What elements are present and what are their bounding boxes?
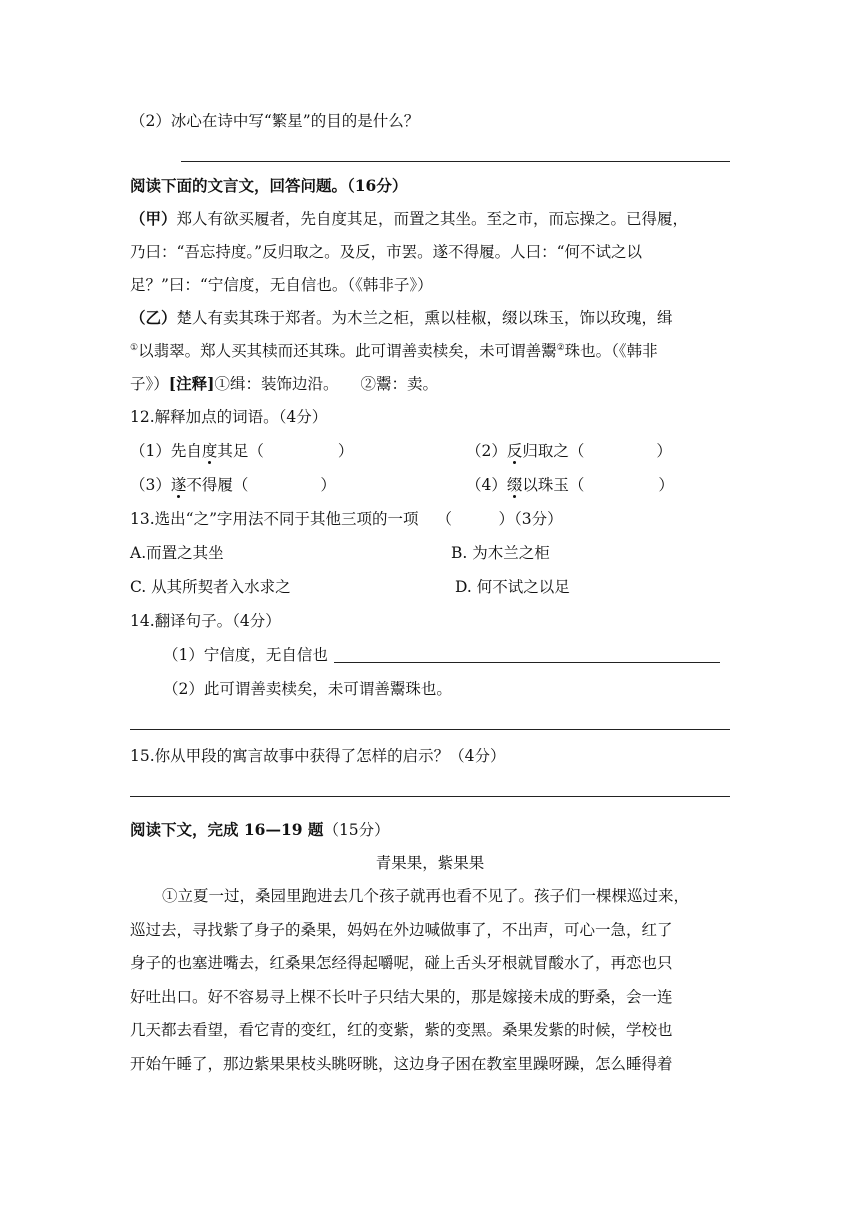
q14-sentence-1-text: （1）宁信度，无自信也 <box>163 646 328 664</box>
passage-yi-text-1: 楚人有卖其珠于郑者。为木兰之柜，熏以桂椒，缀以珠玉，饰以玫瑰，缉 <box>176 309 673 327</box>
passage-yi-line-2 <box>130 341 658 361</box>
section-heading-modern-main: 阅读下文，完成 16—19 题 <box>130 820 324 839</box>
answer-line-q2 <box>181 161 730 162</box>
q12-item-2-pre: （2） <box>466 442 507 460</box>
q12-item-4-post: 以珠玉（ <box>522 476 585 494</box>
article-paragraph-1-line-3: 身子的也塞进嘴去，红桑果怎经得起嚼呢，碰上舌头牙根就冒酸水了，再恋也只 <box>130 954 673 972</box>
question-13-title <box>130 509 563 529</box>
answer-line-q14-1[interactable] <box>334 662 720 663</box>
q12-item-1-close: ） <box>337 442 354 460</box>
q12-item-2 <box>466 441 672 461</box>
q12-item-3-pre: （3） <box>130 476 171 494</box>
question-14-title: 14.翻译句子。（4分） <box>130 612 281 630</box>
question-12-title: 12.解释加点的词语。（4分） <box>130 408 328 426</box>
passage-yi-text-3: 子》） <box>130 375 169 393</box>
section-heading-modern <box>130 820 390 840</box>
passage-yi-text-2b: 珠也。（《韩非 <box>564 342 658 360</box>
article-paragraph-1-line-2: 巡过去，寻找紫了身子的桑果，妈妈在外边喊做事了，不出声，可心一急，红了 <box>130 921 673 939</box>
q12-item-4-close: ） <box>658 476 674 494</box>
q12-item-1-pre: （1）先自 <box>130 442 202 460</box>
q13-option-b[interactable]: B. 为木兰之柜 <box>451 544 550 562</box>
answer-line-q15[interactable] <box>130 796 730 797</box>
footnote-marker-2: ② <box>556 342 565 353</box>
article-title: 青果果，紫果果 <box>375 854 485 872</box>
note-2: ②鬻：卖。 <box>360 375 438 393</box>
passage-jia-text-1: 郑人有欲买履者，先自度其足，而置之其坐。至之市，而忘操之。已得履， <box>176 210 689 228</box>
q12-item-3-close: ） <box>320 476 336 494</box>
q14-sentence-2: （2）此可谓善卖椟矣，未可谓善鬻珠也。 <box>163 680 452 698</box>
q13-title-text: 13.选出“之”字用法不同于其他三项的一项 <box>130 510 419 528</box>
section-heading-modern-score: （15分） <box>323 821 390 839</box>
question-2-prompt: （2）冰心在诗中写“繁星”的目的是什么？ <box>130 112 420 130</box>
passage-jia-line-3: 足？”曰：“宁信度，无自信也。（《韩非子》） <box>130 276 433 294</box>
footnote-marker-1: ① <box>130 342 139 353</box>
q13-option-d[interactable]: D. 何不试之以足 <box>455 578 570 596</box>
question-15-title: 15.你从甲段的寓言故事中获得了怎样的启示？（4分） <box>130 747 506 765</box>
q13-answer-paren[interactable]: （ ）（3分） <box>436 510 563 528</box>
q12-item-2-post: 归取之（ <box>522 442 585 460</box>
q12-item-2-dotted: 反 <box>506 442 523 460</box>
q12-item-4-pre: （4） <box>466 476 507 494</box>
article-paragraph-1-line-5: 几天都去看望，看它青的变红，红的变紫，紫的变黑。桑果发紫的时候，学校也 <box>130 1021 673 1039</box>
q12-item-2-close: ） <box>656 442 672 460</box>
passage-yi-line-3 <box>130 374 438 394</box>
q12-item-1-post: 其足（ <box>217 442 264 460</box>
q12-item-3-dotted: 遂 <box>170 476 187 494</box>
q12-item-4 <box>466 475 674 495</box>
q13-option-c[interactable]: C. 从其所契者入水求之 <box>130 578 291 596</box>
q12-item-1 <box>130 441 353 461</box>
note-1: ①缉：装饰边沿。 <box>214 375 339 393</box>
notes-label: [注释] <box>168 374 215 393</box>
passage-yi-text-2a: 以翡翠。郑人买其椟而还其珠。此可谓善卖椟矣，未可谓善鬻 <box>138 342 557 360</box>
q13-option-a[interactable]: A.而置之其坐 <box>130 544 224 562</box>
passage-jia-label: （甲） <box>130 209 177 228</box>
passage-jia-line-1 <box>130 209 688 229</box>
q12-item-1-dotted: 度 <box>201 442 218 460</box>
q12-item-3-post: 不得履（ <box>186 476 249 494</box>
q14-sentence-1 <box>163 645 720 665</box>
answer-line-q14-2[interactable] <box>130 729 730 730</box>
section-heading-classical: 阅读下面的文言文，回答问题。（16分） <box>130 176 408 195</box>
passage-yi-label: （乙） <box>130 308 177 327</box>
q12-item-4-dotted: 缀 <box>506 476 523 494</box>
article-paragraph-1-line-1: ①立夏一过，桑园里跑进去几个孩子就再也看不见了。孩子们一棵棵巡过来， <box>162 887 690 905</box>
q12-item-3 <box>130 475 336 495</box>
article-paragraph-1-line-6: 开始午睡了，那边紫果果枝头眺呀眺，这边身子困在教室里躁呀躁，怎么睡得着 <box>130 1055 673 1073</box>
article-paragraph-1-line-4: 好吐出口。好不容易寻上棵不长叶子只结大果的，那是嫁接未成的野桑，会一连 <box>130 988 673 1006</box>
passage-jia-line-2: 乃曰：“吾忘持度。”反归取之。及反，市罢。遂不得履。人曰：“何不试之以 <box>130 243 643 261</box>
passage-yi-line-1 <box>130 308 673 328</box>
